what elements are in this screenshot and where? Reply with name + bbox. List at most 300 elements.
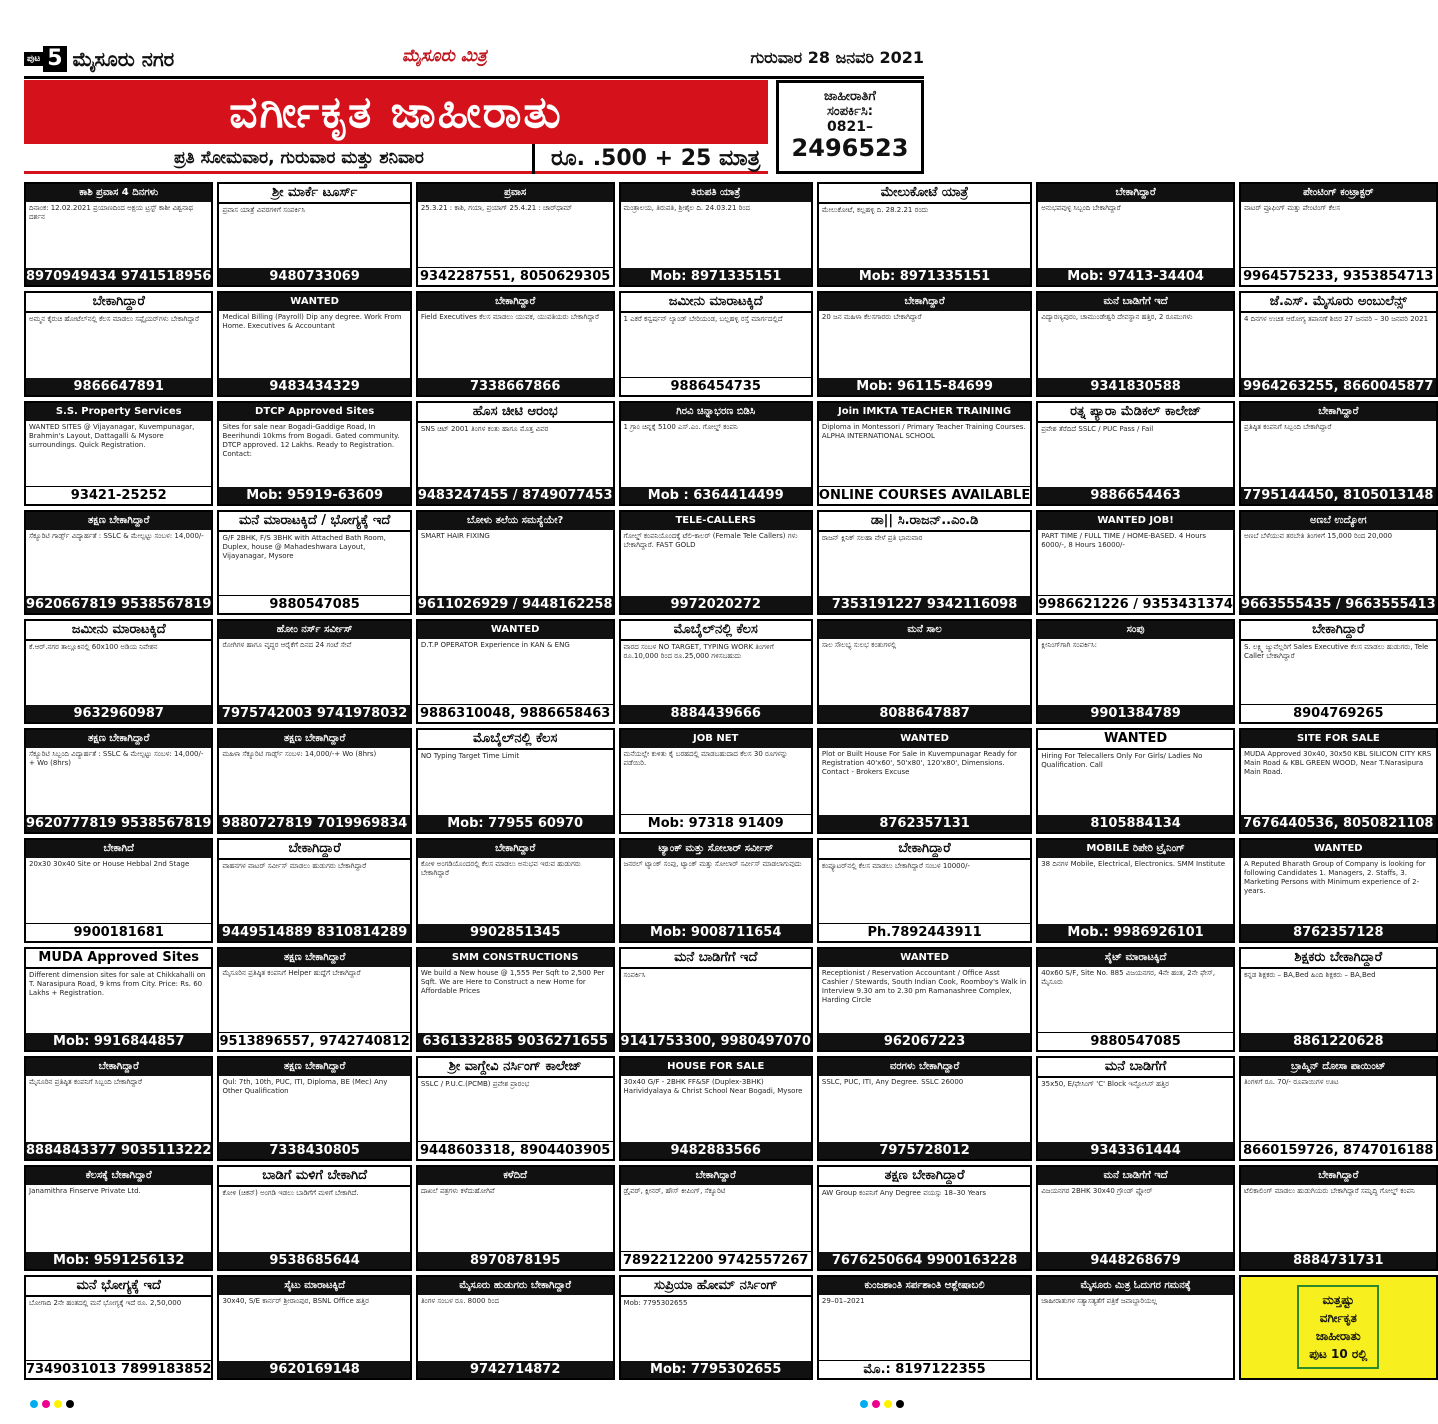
ad-phone: 9141753300, 9980497070	[620, 1034, 811, 1050]
ad-title: ಶ್ರೀ ಮಾರ್ಕೆ ಟೂರ್ಸ್	[219, 184, 409, 204]
classified-ad	[817, 619, 1032, 724]
classified-ad	[1036, 1056, 1235, 1161]
ad-body: ಜಾಹೀರಾತುಗಳ ಸತ್ಯಾಸತ್ಯತೆಗೆ ಪತ್ರಿಕೆ ಜವಾಬ್ದಾರಿಯಲ್ಲ	[1041, 1296, 1157, 1305]
ad-body: SMART HAIR FIXING	[420, 531, 490, 540]
classified-ad	[24, 182, 213, 287]
ad-body: ರಾಜನ್ ಕ್ಲಿನಿಕ್ ಸಲಹಾ ವೇಳೆ ಪ್ರತಿ ಭಾನುವಾರ	[821, 533, 923, 542]
ad-phone: Mob: 96115-84699	[819, 378, 1030, 395]
ad-title: ಬೇಕಾಗಿದ್ದಾರೆ	[26, 1058, 211, 1076]
ad-body: ಪ್ರವಾಸ ಯಾತ್ರೆ ವಿವರಗಳಿಗೆ ಸಂಪರ್ಕಿಸಿ	[222, 206, 306, 214]
ad-title: ಬೇಕಾಗಿದ್ದಾರೆ	[621, 1167, 811, 1185]
ad-phone: Mob: 97318 91409	[621, 814, 811, 832]
more-classifieds-promo	[1239, 1275, 1438, 1380]
ad-phone: Mob: 9008711654	[621, 924, 811, 941]
ad-body: Plot or Built House For Sale in Kuvempunagar Ready for Registration 40'x60', 50'x80', 120'x80', Dimensions. Contact - Brokers Excuse	[821, 750, 1017, 777]
ad-body: ಜನರಲ್ ಟ್ಯಾಂಕ್ ಸಂಪು, ಟ್ಯಾಂಕ್ ಮತ್ತು ಸೋಲಾರ್ ಸರ್ವೀಸ್ ಮಾಡಲಾಗುವುದು	[623, 859, 802, 868]
classified-ad	[817, 838, 1032, 943]
ad-title: ಬೇಕಾಗಿದ್ದಾರೆ	[418, 840, 613, 858]
classified-ad	[619, 1056, 813, 1161]
ad-phone: 9972020272	[621, 596, 811, 613]
ad-phone: 9886454735	[621, 377, 811, 395]
ad-body: ಟೆಲಿಕಾಲಿಂಗ್ ಮಾಡಲು ಹುಡುಗಿಯರು ಬೇಕಾಗಿದ್ದಾರೆ ಸಮೃದ್ಧಿ ಗೋಲ್ಡ್ ಕಂಪನಿ	[1243, 1187, 1415, 1196]
ad-body: 1 ಗ್ರಾಂ ಚಿನ್ನಕ್ಕೆ 5100 ಎಸ್.ಎಂ. ಗೋಲ್ಡ್ ಕಂಪನಿ	[623, 422, 738, 431]
ad-title: DTCP Approved Sites	[219, 403, 409, 421]
ad-title: ಸೈಟು ಮಾರಾಟಕ್ಕಿದೆ	[219, 1277, 409, 1295]
classified-ad	[1239, 401, 1438, 506]
ad-body: ವಾರದ ಸಂಬಳ NO TARGET, TYPING WORK ತಿಂಗಳಿಗೆ ರೂ.10,000 ರಿಂದ ರೂ.25,000 ಗಳಿಸಬಹುದು	[623, 643, 774, 661]
ad-title: ಶ್ರೀ ವಾಗ್ದೇವಿ ನರ್ಸಿಂಗ್ ಕಾಲೇಜ್	[418, 1058, 613, 1078]
ad-phone: 8088647887	[819, 705, 1030, 722]
classified-ad	[217, 838, 411, 943]
classified-ad	[24, 619, 213, 724]
classified-ad	[817, 182, 1032, 287]
classified-ad	[24, 1165, 213, 1270]
ad-phone: 9448603318, 8904403905	[418, 1141, 613, 1159]
ad-body: ಕೋಳಿ ಅಂಗಡಿಯೊಂದರಲ್ಲಿ ಕೆಲಸ ಮಾಡಲು ಅನುಭವ ಇರುವ ಹುಡುಗರು ಬೇಕಾಗಿದ್ದಾರೆ	[420, 859, 581, 877]
ad-body: NO Typing Target Time Limit	[420, 752, 520, 761]
ad-body: ಅನುಭವವುಳ್ಳ ಸಿಬ್ಬಂದಿ ಬೇಕಾಗಿದ್ದಾರೆ	[1041, 204, 1121, 212]
classified-ad	[817, 1056, 1032, 1161]
ad-title: ಕುಂಜಶಾಂತಿ ಸರ್ಪಶಾಂತಿ ಆಶ್ಲೇಷಾಬಲಿ	[819, 1277, 1030, 1295]
classified-ad	[817, 1275, 1032, 1380]
ad-title: ಕಾಶಿ ಪ್ರವಾಸ 4 ದಿನಗಳು	[26, 184, 211, 202]
page-number: 5	[43, 46, 66, 72]
ad-title: ಮೊಬೈಲ್‌ನಲ್ಲಿ ಕೆಲಸ	[418, 730, 613, 750]
ad-title: ಸಂಪು	[1038, 621, 1233, 639]
ad-phone: 8884843377 9035113222	[26, 1143, 212, 1159]
ad-title: ತಕ್ಷಣ ಬೇಕಾಗಿದ್ದಾರೆ	[219, 949, 409, 967]
classified-ad	[1239, 510, 1438, 615]
ad-body: SNS ಚಿಟ್ 2001 ತಿಂಗಳ ಕಂತು ಹಾಗೂ ಮೊತ್ತ ವಿವರ	[420, 424, 549, 433]
ad-body: ಕ್ಲೀನಿಂಗ್‌ಗಾಗಿ ಸಂಪರ್ಕಿಸಿ:	[1041, 641, 1097, 650]
ad-title: ಮನೆ ಬಾಡಿಗೆಗೆ	[1038, 1058, 1233, 1078]
ad-title: ಹೊಸ ಚೀಟಿ ಆರಂಭ	[418, 403, 613, 423]
ad-body: ಸೆಕ್ಯೂರಿಟಿ ಸಿಬ್ಬಂದಿ ವಿದ್ಯಾರ್ಹತೆ : SSLC & ಮೇಲ್ಪಟ್ಟು ಸಂಬಳ: 14,000/- + Wo (8hrs)	[29, 750, 204, 768]
ad-title: ಪ್ರವಾಸ	[418, 184, 613, 202]
ad-body: 20 ಜನ ಮಹಿಳಾ ಕೆಲಸಗಾರರು ಬೇಕಾಗಿದ್ದಾರೆ	[821, 313, 922, 322]
classified-ad	[619, 838, 813, 943]
ad-body: ಕಂಪ್ಯೂಟರ್‌ನಲ್ಲಿ ಕೆಲಸ ಮಾಡಲು ಬೇಕಾಗಿದ್ದಾರೆ ಸಂಬಳ 10000/-	[821, 861, 970, 870]
ad-phone: 9482883566	[621, 1142, 811, 1159]
ad-phone: 9483247455 / 8749077453	[417, 487, 613, 503]
ad-phone: 9343361444	[1038, 1142, 1233, 1159]
classified-ad	[817, 291, 1032, 396]
ad-phone: 9620667819 9538567819	[26, 597, 212, 613]
contact-line-1: ಜಾಹೀರಾತಿಗೆ	[824, 89, 876, 104]
classified-ad	[1239, 1165, 1438, 1270]
banner-title: ವರ್ಗೀಕೃತ ಜಾಹೀರಾತು	[229, 86, 563, 138]
ad-title: ತಕ್ಷಣ ಬೇಕಾಗಿದ್ದಾರೆ	[26, 730, 211, 748]
ad-phone: 9986621226 / 9353431374	[1038, 597, 1233, 613]
ad-title: ತಕ್ಷಣ ಬೇಕಾಗಿದ್ದಾರೆ	[219, 730, 409, 748]
ad-body: ಸಂಪರ್ಕಿಸಿ	[623, 970, 646, 979]
ad-body: Receptionist / Reservation Accountant / Office Asst Cashier / Stewards, South Indian Cook, Roomboy's Walk in Interview 9.30 am to 2.30 pm Ramanashree Complex, Harding Circle	[821, 968, 1027, 1004]
classified-ad	[416, 619, 615, 724]
ad-phone: 8105884134	[1038, 815, 1233, 832]
ad-body: 20x30 30x40 Site or House Hebbal 2nd Stage	[29, 859, 190, 868]
ad-title: ಮನೆ ಬಾಡಿಗೆಗೆ ಇದೆ	[1038, 1167, 1233, 1185]
ad-title: ಬಾಡಿಗೆ ಮಳಿಗೆ ಬೇಕಾಗಿದೆ	[219, 1167, 409, 1187]
ad-title: ಬೇಕಾಗಿದ್ದಾರೆ	[1038, 184, 1233, 202]
ad-title: ಸುಪ್ರಿಯಾ ಹೋಮ್ ನರ್ಸಿಂಗ್	[621, 1277, 811, 1297]
ad-body: ಅಮ್ಮನ ಕೈರುಚಿ ಹೋಟೆಲ್‌ನಲ್ಲಿ ಕೆಲಸ ಮಾಡಲು ಸಪ್ಲೈಯರ್‌ಗಳು ಬೇಕಾಗಿದ್ದಾರೆ	[29, 315, 199, 324]
classified-ad	[1036, 401, 1235, 506]
ad-body: ಕನ್ನಡ ಶಿಕ್ಷಕರು – BA,Bed ಹಿಂದಿ ಶಿಕ್ಷಕರು – BA,Bed	[1243, 970, 1376, 979]
classified-ad	[217, 728, 411, 833]
ad-body: SSLC / P.U.C.(PCMB) ಪ್ರವೇಶ ಪ್ರಾರಂಭ	[420, 1080, 530, 1089]
ad-body: ಪ್ರವೇಶ ತೆರೆದಿದೆ SSLC / PUC Pass / Fail	[1041, 424, 1154, 433]
classifieds-banner	[24, 80, 768, 144]
classified-ad	[1036, 182, 1235, 287]
contact-phone: 2496523	[791, 134, 909, 162]
promo-line-1: ಮತ್ತಷ್ಟು	[1322, 1293, 1355, 1308]
ad-body: ವಿಜಯನಗರ 2BHK 30x40 ಗ್ರೌಂಡ್ ಫ್ಲೋರ್	[1041, 1187, 1153, 1196]
ad-phone: 9886654463	[1038, 487, 1233, 504]
ad-phone: 7795144450, 8105013148	[1241, 487, 1436, 504]
ad-body: ದಿನಾಂಕ: 12.02.2021 ಪ್ರಯಾಣದಿಂದ ಅಕ್ಷಯ ಟ್ರಸ್ಟ್ ಕಾಶೀ ವಿಶ್ವನಾಥ ದರ್ಶನ	[29, 204, 194, 221]
ad-phone: 9880547085	[219, 595, 409, 613]
ad-phone: 9902851345	[418, 924, 613, 941]
ad-phone: 8904769265	[1241, 704, 1436, 722]
classified-ad	[817, 1165, 1032, 1270]
ad-body: 4 ದಿನಗಳ ಉಚಿತ ಆರೋಗ್ಯ ತಪಾಸಣೆ ಶಿಬಿರ 27 ಜನವರಿ – 30 ಜನವರಿ 2021	[1243, 315, 1429, 324]
ad-phone: 9342287551, 8050629305	[418, 267, 613, 285]
classified-ad	[416, 510, 615, 615]
classified-ad	[24, 291, 213, 396]
classified-ad	[416, 1056, 615, 1161]
ad-phone: Mob.: 9986926101	[1038, 924, 1233, 941]
ad-title: ಮೊಬೈಲ್‌ನಲ್ಲಿ ಕೆಲಸ	[621, 621, 811, 641]
page-header	[24, 44, 924, 74]
ad-body: ಡ್ರೈವರ್, ಕ್ಲೀನರ್, ಹೌಸ್ ಕೀಪಿಂಗ್, ಸೆಕ್ಯೂರಿಟಿ	[623, 1187, 726, 1196]
promo-box	[1297, 1285, 1379, 1369]
ad-title: ತಿರುಪತಿ ಯಾತ್ರೆ	[621, 184, 811, 202]
ad-title: ತಕ್ಷಣ ಬೇಕಾಗಿದ್ದಾರೆ	[26, 512, 211, 530]
classified-ad	[619, 401, 813, 506]
ad-title: ಬೇಕಾಗಿದ್ದಾರೆ	[819, 840, 1030, 860]
ad-phone: Mob: 9591256132	[26, 1252, 211, 1269]
classified-ad	[416, 182, 615, 287]
ad-title: ಬೇಕಾಗಿದ್ದಾರೆ	[219, 840, 409, 860]
ad-title: ಬೇಕಾಗಿದೆ	[26, 840, 211, 858]
ad-body: ಸೆಕ್ಯೂರಿಟಿ ಗಾರ್ಡ್ಸ್ ವಿದ್ಯಾರ್ಹತೆ : SSLC & ಮೇಲ್ಪಟ್ಟು ಸಂಬಳ: 14,000/-	[29, 531, 204, 540]
ad-phone: Mob: 8971335151	[819, 268, 1030, 285]
classified-ad	[1036, 947, 1235, 1052]
ad-body: ಮೇಲುಕೋಟೆ, ಕಲ್ಲಹಳ್ಳಿ ದಿ. 28.2.21 ರಂದು	[821, 206, 929, 214]
ad-title: ಜೆ.ಎಸ್. ಮೈಸೂರು ಅಂಬುಲೆನ್ಸ್	[1241, 293, 1436, 313]
ad-title: WANTED	[819, 949, 1030, 967]
ad-phone: 9866647891	[26, 378, 211, 395]
classified-ad	[1036, 838, 1235, 943]
ad-phone: 8970878195	[418, 1252, 613, 1269]
classified-ad	[24, 510, 213, 615]
ad-title: ಜಮೀನು ಮಾರಾಟಕ್ಕಿದೆ	[621, 293, 811, 313]
ad-title: ಮನೆ ಮಾರಾಟಕ್ಕಿದೆ / ಭೋಗ್ಯಕ್ಕೆ ಇದೆ	[219, 512, 409, 532]
ad-body: We build a New house @ 1,555 Per Sqft to 2,500 Per Sqft. We are Here to Construct a new Home for Affordable Prices	[420, 968, 605, 995]
ad-phone: 9964575233, 9353854713	[1241, 267, 1436, 285]
ad-phone: 9483434329	[219, 378, 409, 395]
ad-title: ವರಗಳು ಬೇಕಾಗಿದ್ದಾರೆ	[819, 1058, 1030, 1076]
ad-phone: 7338667866	[418, 378, 613, 395]
ad-phone: Mob: 7795302655	[621, 1361, 811, 1378]
registration-marks-right	[860, 1400, 920, 1408]
ad-phone: 9663555435 / 9663555413	[1240, 597, 1436, 613]
ad-title: ಮೈಸೂರು ಹುಡುಗರು ಬೇಕಾಗಿದ್ದಾರೆ	[418, 1277, 613, 1295]
ad-body: ವಿದ್ಯಾರಣ್ಯಪುರಂ, ಚಾಮುಂಡೇಶ್ವರಿ ದೇವಸ್ಥಾನ ಹತ್ತಿರ, 2 ರೂಮುಗಳು	[1041, 313, 1193, 322]
ad-phone: Mob: 97413-34404	[1038, 268, 1233, 285]
ad-phone: 9632960987	[26, 705, 211, 722]
page-word: ಪುಟ	[24, 52, 43, 66]
classified-ad	[416, 1165, 615, 1270]
ad-phone: 8861220628	[1241, 1033, 1436, 1050]
ad-title: Join IMKTA TEACHER TRAINING	[819, 403, 1030, 421]
ad-body: ಗೋಲ್ಡ್ ಕಂಪನಿಯೊಂದಕ್ಕೆ ಟೆಲಿ-ಕಾಲರ್ (Female Tele Callers) ಗಳು ಬೇಕಾಗಿದ್ದಾರೆ. FAST GOLD	[623, 531, 798, 549]
ad-phone: 9341830588	[1038, 378, 1233, 395]
classified-ad	[817, 401, 1032, 506]
ad-body: D.T.P OPERATOR Experience in KAN & ENG	[420, 641, 570, 650]
page-badge	[24, 46, 174, 72]
ad-phone: 8884731731	[1241, 1252, 1436, 1269]
ad-title: ಬೇಕಾಗಿದ್ದಾರೆ	[1241, 1167, 1436, 1185]
ad-title: JOB NET	[621, 730, 811, 748]
classified-ad	[217, 947, 411, 1052]
ad-title: ಮನೆ ಬಾಡಿಗೆಗೆ ಇದೆ	[621, 949, 811, 969]
ad-title: ಬೇಕಾಗಿದ್ದಾರೆ	[26, 293, 211, 313]
classified-ad	[24, 1056, 213, 1161]
ad-body: ಮಂತ್ರಾಲಯ, ತಿರುಪತಿ, ಶ್ರೀಶೈಲ ದಿ. 24.03.21 ರಿಂದ	[623, 204, 751, 212]
classified-ad	[1239, 619, 1438, 724]
ad-title: SITE FOR SALE	[1241, 730, 1436, 748]
classified-ad	[217, 401, 411, 506]
ad-title: MUDA Approved Sites	[26, 949, 211, 969]
classified-ad	[416, 291, 615, 396]
ad-phone: 9449514889 8310814289	[219, 924, 409, 941]
ad-body: ವಾಹನಗಳ ವಾಟರ್ ಸರ್ವೀಸ್ ಮಾಡಲು ಹುಡುಗರು ಬೇಕಾಗಿದ್ದಾರೆ	[222, 861, 367, 870]
classified-ad	[1036, 619, 1235, 724]
ad-title: ಸೈಟ್ ಮಾರಾಟಕ್ಕಿದೆ	[1038, 949, 1233, 967]
ad-phone: 93421-25252	[26, 486, 211, 504]
ad-body: 25.3.21 : ಕಾಶಿ, ಗಯಾ, ಪ್ರಯಾಗ್ 25.4.21 : ಚಾರ್‌ಧಾಮ್	[420, 204, 573, 212]
ad-phone: 9886310048, 9886658463	[418, 704, 613, 722]
ad-title: ಬೇಕಾಗಿದ್ದಾರೆ	[1241, 621, 1436, 641]
ad-body: 29–01–2021	[821, 1296, 865, 1305]
ad-title: SMM CONSTRUCTIONS	[418, 949, 613, 967]
ad-phone: ಮೊ.: 8197122355	[819, 1360, 1030, 1378]
ad-phone: 9880727819 7019969834	[219, 815, 409, 832]
classified-ad	[217, 1056, 411, 1161]
classified-ad	[619, 947, 813, 1052]
classified-ad	[1036, 291, 1235, 396]
ad-title: ಬೇಕಾಗಿದ್ದಾರೆ	[819, 293, 1030, 311]
ad-body: Qul: 7th, 10th, PUC, ITI, Diploma, BE (Mec) Any Other Qualification	[222, 1078, 388, 1096]
ad-title: ಶಿಕ್ಷಕರು ಬೇಕಾಗಿದ್ದಾರೆ	[1241, 949, 1436, 969]
classified-ad	[1036, 728, 1235, 833]
ad-body: 35x50, E/ಫೇಸಿಂಗ್ 'C' Block ಇನ್ಫೋಸಿಸ್ ಹತ್ತಿರ	[1041, 1080, 1169, 1089]
ad-body: G/F 2BHK, F/S 3BHK with Attached Bath Room, Duplex, house @ Mahadeshwara Layout, Vijayanagar, Mysore	[222, 533, 386, 560]
ad-phone: 9480733069	[219, 268, 409, 285]
ad-phone: 9900181681	[26, 923, 211, 941]
ad-title: WANTED	[418, 621, 613, 639]
classified-ad	[217, 1165, 411, 1270]
contact-line-2: ಸಂಪರ್ಕಿಸಿ:	[827, 104, 873, 119]
ad-phone: 6361332885 9036271655	[418, 1033, 613, 1050]
classified-ad	[24, 1275, 213, 1380]
promo-line-3: ಜಾಹೀರಾತು	[1315, 1329, 1361, 1344]
classified-ad	[24, 838, 213, 943]
classified-ad	[24, 947, 213, 1052]
ad-phone: 9880547085	[1038, 1032, 1233, 1050]
ad-body: SSLC, PUC, ITI, Any Degree. SSLC 26000	[821, 1078, 964, 1087]
ad-title: ಜಮೀನು ಮಾರಾಟಕ್ಕಿದೆ	[26, 621, 211, 641]
ad-title: ಟ್ಯಾಂಕ್ ಮತ್ತು ಸೋಲಾರ್ ಸರ್ವೀಸ್	[621, 840, 811, 858]
city-edition: ಮೈಸೂರು ನಗರ	[72, 47, 175, 71]
ad-phone: 9901384789	[1038, 705, 1233, 722]
ad-phone: 962067223	[819, 1033, 1030, 1050]
classified-ad	[1239, 947, 1438, 1052]
ad-title: ಡಾ|| ಸಿ.ರಾಜನ್..ಎಂ.ಡಿ	[819, 512, 1030, 532]
ad-phone: Mob: 8971335151	[621, 268, 811, 285]
ad-phone: Mob : 6364414499	[621, 487, 811, 504]
classified-ad	[416, 728, 615, 833]
ad-body: ಮಹಿಳಾ ಸೆಕ್ಯೂರಿಟಿ ಗಾರ್ಡ್ಸ್ ಸಂಬಳ: 14,000/-+ Wo (8hrs)	[222, 750, 377, 759]
classified-ad	[416, 838, 615, 943]
ad-body: ಬೋಗಾದಿ 2ನೇ ಹಂತದಲ್ಲಿ ಮನೆ ಭೋಗ್ಯಕ್ಕೆ ಇದೆ ರೂ. 2,50,000	[29, 1298, 182, 1307]
issue-date: ಗುರುವಾರ 28 ಜನವರಿ 2021	[750, 48, 924, 67]
ad-body: ವಾಟರ್ ಪ್ರೂಫಿಂಗ್ ಮತ್ತು ಪೇಂಟಿಂಗ್ ಕೆಲಸ	[1243, 204, 1341, 212]
ad-body: ರೋಗಿಗಳ ಹಾಗೂ ವೃದ್ಧರ ಆರೈಕೆಗೆ ದಿನದ 24 ಗಂಟೆ ಸೇವೆ	[222, 641, 352, 650]
classified-ad	[217, 182, 411, 287]
classified-ad	[1239, 291, 1438, 396]
ad-phone: 9620169148	[219, 1361, 409, 1378]
ad-title: ಮನೆ ಭೋಗ್ಯಕ್ಕೆ ಇದೆ	[26, 1277, 211, 1297]
publication-days: ಪ್ರತಿ ಸೋಮವಾರ, ಗುರುವಾರ ಮತ್ತು ಶನಿವಾರ	[174, 148, 424, 168]
ad-phone: 9742714872	[418, 1361, 613, 1378]
ad-phone: 8970949434 9741518956	[26, 269, 212, 285]
ad-body: ಸಾಲ ಸೌಲಭ್ಯ ಸುಲಭ ಕಂತುಗಳಲ್ಲಿ	[821, 641, 897, 650]
classified-ad	[416, 1275, 615, 1380]
ad-phone: 7892212200 9742557267	[621, 1251, 811, 1269]
ad-phone: 9611026929 / 9448162258	[417, 597, 613, 613]
classified-ad	[217, 1275, 411, 1380]
ad-phone: 8762357128	[1241, 924, 1436, 941]
ad-phone: 9620777819 9538567819	[26, 815, 212, 831]
ad-title: ಮೈಸೂರು ಮಿತ್ರ ಓದುಗರ ಗಮನಕ್ಕೆ	[1038, 1277, 1233, 1295]
banner-subline	[24, 144, 768, 174]
classified-ad	[24, 728, 213, 833]
promo-line-2: ವರ್ಗೀಕೃತ	[1319, 1311, 1357, 1326]
ad-body: PART TIME / FULL TIME / HOME-BASED. 4 Hours 6000/-, 8 Hours 16000/-	[1041, 531, 1207, 549]
ad-title: ಬೇಕಾಗಿದ್ದಾರೆ	[418, 293, 613, 311]
ad-phone: 7353191227 9342116098	[819, 596, 1030, 613]
classified-ad	[416, 401, 615, 506]
registration-marks-left	[30, 1400, 90, 1408]
ad-title: ಕಳೆದಿದೆ	[418, 1167, 613, 1185]
ad-phone: ONLINE COURSES AVAILABLE	[818, 487, 1031, 503]
classified-ad	[1239, 1056, 1438, 1161]
ad-phone: 7676440536, 8050821108	[1241, 815, 1436, 832]
ad-body: ಮೈಸೂರಿನ ಪ್ರತಿಷ್ಠಿತ ಕಂಪನಿಗೆ ಸಿಬ್ಬಂದಿ ಬೇಕಾಗಿದ್ದಾರೆ	[29, 1078, 143, 1087]
ad-phone: Mob: 95919-63609	[219, 487, 409, 504]
classified-ad	[817, 510, 1032, 615]
ad-title: WANTED	[1038, 730, 1233, 750]
ad-phone: Mob: 77955 60970	[418, 815, 613, 832]
classified-ad	[817, 728, 1032, 833]
ad-title: ಕೆಲಸಕ್ಕೆ ಬೇಕಾಗಿದ್ದಾರೆ	[26, 1167, 211, 1185]
ad-body: Different dimension sites for sale at Chikkahalli on T. Narasipura Road, 9 kms from City. Price: Rs. 60 Lakhs + Registration.	[29, 970, 206, 997]
ad-title: WANTED JOB!	[1038, 512, 1233, 530]
ad-title: ಮನೆ ಬಾಡಿಗೆಗೆ ಇದೆ	[1038, 293, 1233, 311]
classified-ad	[619, 619, 813, 724]
ad-body: Janamithra Finserve Private Ltd.	[29, 1187, 141, 1196]
ad-body: Sites for sale near Bogadi-Gaddige Road, In Beerihundi 10kms from Bogadi. Gated community. DTCP approved. 12 Lakhs. Ready to Registration. Contact:	[222, 422, 400, 458]
ad-body: MUDA Approved 30x40, 30x50 KBL SILICON CITY KRS Main Road & KBL GREEN WOOD, Near T.Narasipura Main Road.	[1243, 750, 1432, 777]
classified-ad	[619, 1165, 813, 1270]
ad-body: 40x60 S/F, Site No. 885 ವಿಜಯನಗರ, 4ನೇ ಹಂತ, 2ನೇ ಫೇಸ್, ಮೈಸೂರು	[1041, 968, 1216, 986]
ad-body: ಕೆ.ಆರ್.ನಗರ ತಾಲ್ಲೂಕಿನಲ್ಲಿ 60x100 ಅಡಿಯ ನಿವೇಶನ	[29, 643, 158, 652]
classified-ad	[1036, 510, 1235, 615]
ad-title: ಗಿರವಿ ಚಿನ್ನಾಭರಣ ಬಿಡಿಸಿ	[621, 403, 811, 421]
ad-body: 38 ದಿನಗಳ Mobile, Electrical, Electronics. SMM Institute	[1041, 859, 1226, 868]
ad-body: ತಿಂಗಳ ಸಂಬಳ ರೂ. 8000 ರಿಂದ	[420, 1296, 499, 1305]
ad-title: ಬೇಕಾಗಿದ್ದಾರೆ	[1241, 403, 1436, 421]
ad-title: ಹೋಂ ನರ್ಸ್ ಸರ್ವೀಸ್	[219, 621, 409, 639]
classified-ad	[1239, 182, 1438, 287]
ad-phone: 8660159726, 8747016188	[1241, 1141, 1436, 1159]
ad-phone: 7676250664 9900163228	[819, 1252, 1030, 1269]
ad-title: ಮೇಲುಕೋಟೆ ಯಾತ್ರೆ	[819, 184, 1030, 204]
ad-body: 30x40 G/F - 2BHK FF&SF (Duplex-3BHK) Harividyalaya & Christ School Near Bogadi, Mysore	[623, 1078, 803, 1096]
ad-title: WANTED	[219, 293, 409, 311]
ad-body: ಅಣಬೆ ಬೆಳೆಯುವ ತರಬೇತಿ ತಿಂಗಳಿಗೆ 15,000 ರಿಂದ 20,000	[1243, 531, 1393, 540]
classified-ad	[1036, 1275, 1235, 1380]
ad-body: WANTED SITES @ Vijayanagar, Kuvempunagar, Brahmin's Layout, Dattagalli & Mysore surroundings. Quick Registration.	[29, 422, 195, 449]
contact-box	[776, 80, 924, 174]
ad-price: ರೂ. .500 + 25 ಮಾತ್ರ	[532, 144, 768, 174]
ad-title: S.S. Property Services	[26, 403, 211, 421]
ad-title: WANTED	[819, 730, 1030, 748]
ad-body: Medical Billing (Payroll) Dip any degree. Work From Home. Executives & Accountant	[222, 313, 402, 331]
header-rule	[24, 76, 924, 79]
ad-title: ಅಣಬೆ ಉದ್ಯೋಗ	[1241, 512, 1436, 530]
classified-ad	[217, 619, 411, 724]
ad-title: ಬ್ರಾಹ್ಮಿನ್ ದೋಸಾ ಪಾಯಿಂಟ್	[1241, 1058, 1436, 1076]
ad-title: ರತ್ನ ಪ್ಯಾರಾ ಮೆಡಿಕಲ್ ಕಾಲೇಜ್	[1038, 403, 1233, 423]
ad-title: MOBILE ರಿಪೇರಿ ಟ್ರೈನಿಂಗ್	[1038, 840, 1233, 858]
ad-body: ದಾಖಲೆ ಪತ್ರಗಳು ಕಳೆದುಹೋಗಿವೆ	[420, 1187, 495, 1196]
ad-body: ಕೋಳಿ (ಚಿಕನ್) ಅಂಗಡಿ ಇಡಲು ಬಾಡಿಗೆಗೆ ಮಳಿಗೆ ಬೇಕಾಗಿದೆ.	[222, 1189, 359, 1198]
ad-body: ಪ್ರತಿಷ್ಠಿತ ಕಂಪನಿಗೆ ಸಿಬ್ಬಂದಿ ಬೇಕಾಗಿದ್ದಾರೆ	[1243, 422, 1332, 431]
ad-body: 30x40, S/E ಕಾರ್ನರ್ ಶ್ರೀರಾಂಪುರ, BSNL Office ಹತ್ತಿರ	[222, 1296, 369, 1305]
ad-phone: 9513896557, 9742740812	[219, 1034, 410, 1050]
ad-phone: 7975742003 9741978032	[219, 705, 409, 722]
classified-ad	[416, 947, 615, 1052]
ad-title: TELE-CALLERS	[621, 512, 811, 530]
classified-ad	[1239, 728, 1438, 833]
ad-body: ಮನೆಯಲ್ಲೇ ಕುಳಿತು ಕೈ ಬರಹದಲ್ಲಿ ಮಾಡಬಹುದಾದ ಕೆಲಸ 30 ರೂಗಳನ್ನು ಪಡೆಯಿರಿ.	[623, 750, 788, 768]
ad-phone: 7975728012	[819, 1142, 1030, 1159]
ad-body: A Reputed Bharath Group of Company is looking for following Candidates 1. Managers, 2. Staffs, 3. Marketing Persons with Minimum experience of 2-years.	[1243, 859, 1426, 895]
ad-body: S. ಲಕ್ಷ್ಮಿ ಜ್ಯುವೆಲ್ಲರಿಗೆ Sales Executive ಕೆಲಸ ಮಾಡಲು ಹುಡುಗರು, Tele Caller ಬೇಕಾಗಿದ್ದಾರೆ	[1243, 643, 1429, 661]
ad-title: ಮನೆ ಸಾಲ	[819, 621, 1030, 639]
classified-ad	[1239, 838, 1438, 943]
classified-ad	[217, 510, 411, 615]
classified-ad	[619, 291, 813, 396]
ad-phone: 7338430805	[219, 1142, 409, 1159]
classified-ad	[817, 947, 1032, 1052]
ad-body: Hiring For Telecallers Only For Girls/ Ladies No Qualification. Call	[1041, 752, 1203, 770]
ad-phone: 7349031013 7899183852	[26, 1362, 212, 1377]
classified-ad	[619, 1275, 813, 1380]
